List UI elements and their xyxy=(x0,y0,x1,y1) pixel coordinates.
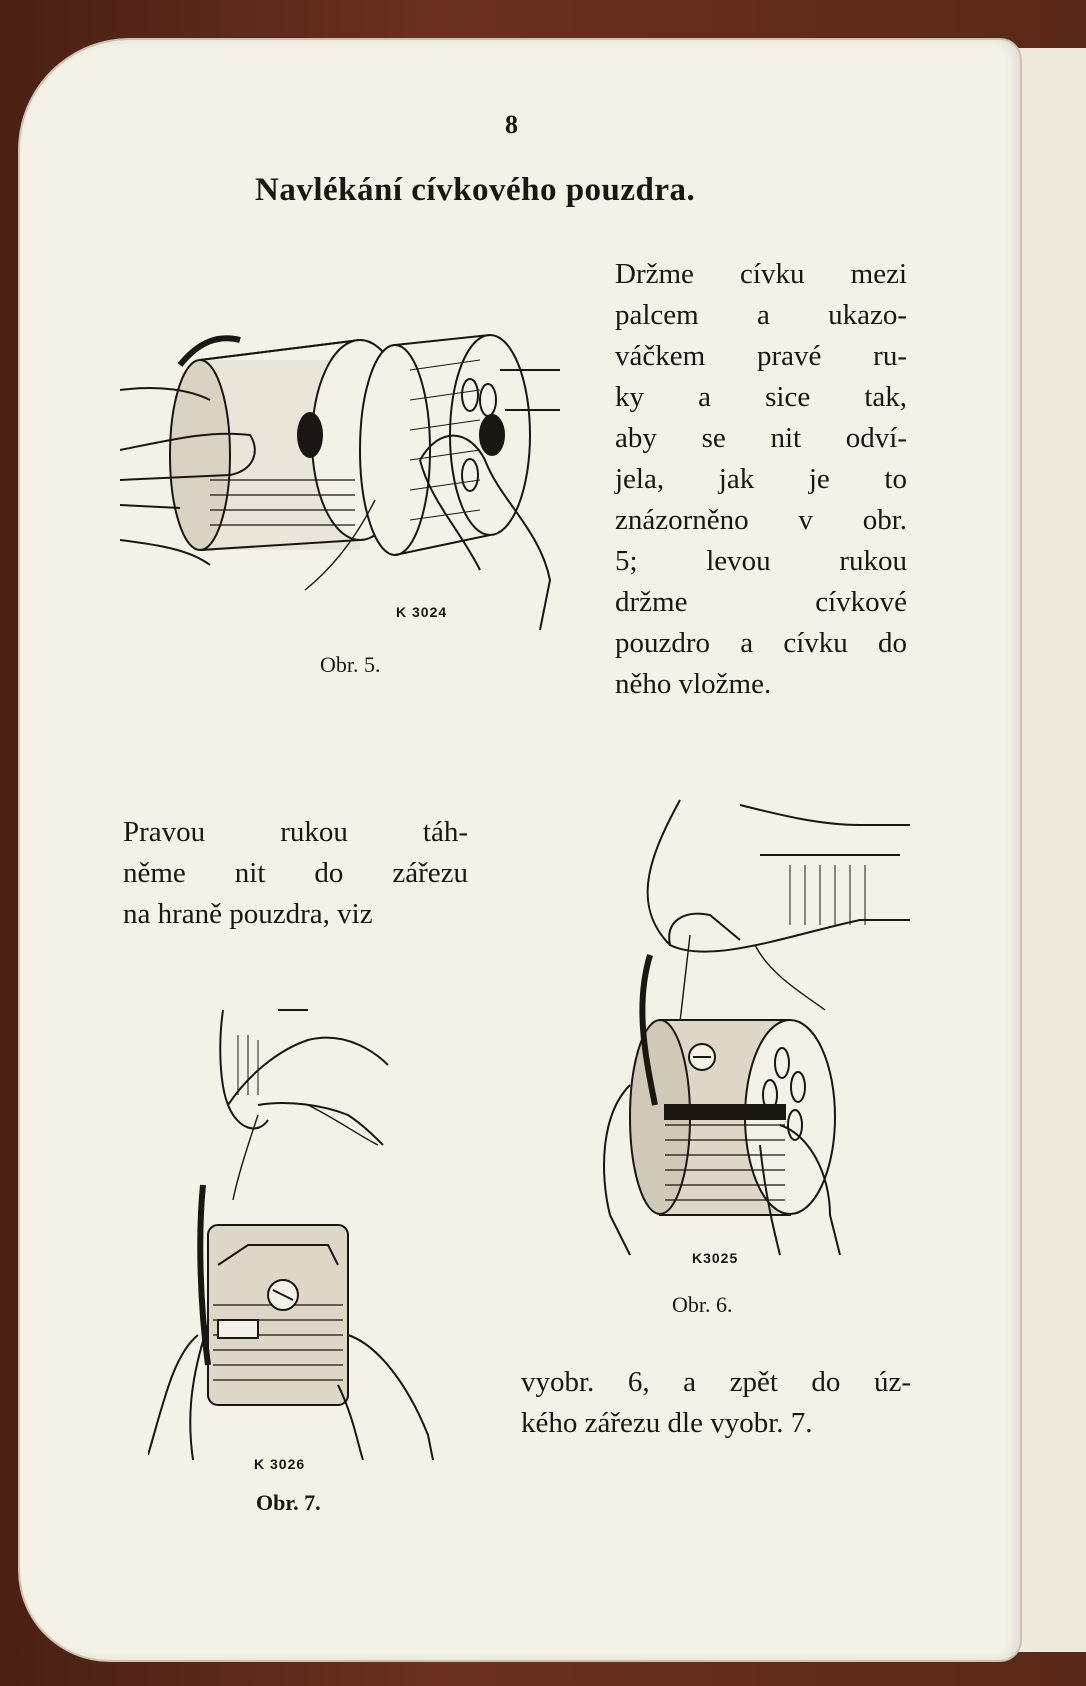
text-line: palcem a ukazo- xyxy=(615,299,907,331)
text-line: vyobr. 6, a zpět do úz- xyxy=(521,1366,911,1398)
paragraph-bobbin-insertion xyxy=(615,254,907,705)
text-line: držme cívkové xyxy=(615,586,907,618)
text-line: na hraně pouzdra, viz xyxy=(123,898,373,930)
figure-6-illustration xyxy=(590,795,910,1260)
figure-6-caption: Obr. 6. xyxy=(672,1292,733,1317)
figure-7-caption: Obr. 7. xyxy=(256,1490,321,1515)
text-line: Držme cívku mezi xyxy=(615,258,907,290)
text-line: něho vložme. xyxy=(615,668,772,700)
text-line: 5; levou rukou xyxy=(615,545,907,577)
text-line: Pravou rukou táh- xyxy=(123,816,468,848)
text-line: pouzdro a cívku do xyxy=(615,627,907,659)
text-line: váčkem pravé ru- xyxy=(615,340,907,372)
text-line: jela, jak je to xyxy=(615,463,907,495)
paragraph-thread-notch xyxy=(521,1362,911,1444)
figure-7-code: K 3026 xyxy=(254,1456,306,1472)
text-line: něme nit do zářezu xyxy=(123,857,468,889)
figure-5-caption: Obr. 5. xyxy=(320,652,381,677)
section-title: Navlékání cívkového pouzdra. xyxy=(255,172,696,208)
figure-5-code: K 3024 xyxy=(396,604,448,620)
text-line: ky a sice tak, xyxy=(615,381,907,413)
text-line: kého zářezu dle vyobr. 7. xyxy=(521,1407,813,1439)
figure-6-code: K3025 xyxy=(692,1250,739,1266)
figure-7-illustration xyxy=(148,1005,438,1460)
page-number: 8 xyxy=(505,110,518,139)
figure-5-illustration xyxy=(120,330,590,640)
facing-page-edge xyxy=(1014,48,1086,1652)
paragraph-thread-pull xyxy=(123,812,468,935)
text-line: aby se nit odví- xyxy=(615,422,907,454)
text-line: znázorněno v obr. xyxy=(615,504,907,536)
